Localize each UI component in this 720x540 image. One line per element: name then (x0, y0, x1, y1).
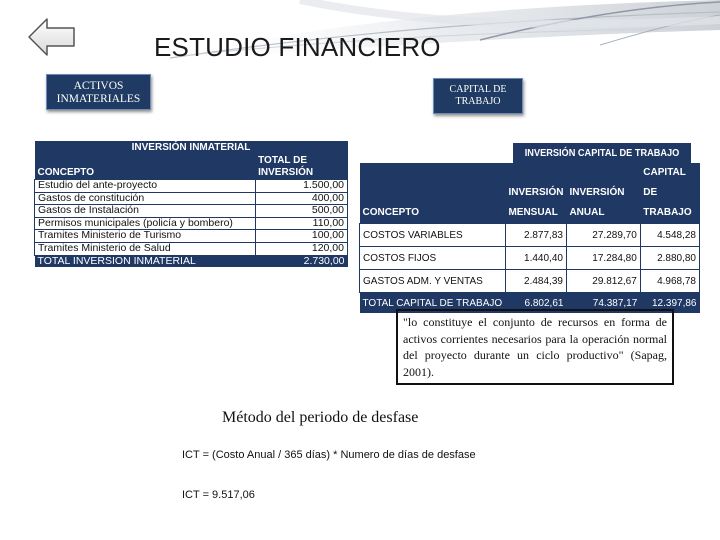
row-concepto: Tramites Ministerio de Salud (35, 242, 256, 255)
row-capital: 4.548,28 (640, 224, 699, 247)
capital-trabajo-table (359, 143, 700, 313)
activos-inmateriales-tag: ACTIVOS INMATERIALES (46, 74, 151, 110)
capital-de-trabajo-tag: CAPITAL DE TRABAJO (433, 78, 523, 114)
row-concepto: Tramites Ministerio de Turismo (35, 230, 256, 243)
table-title: INVERSIÓN CAPITAL DE TRABAJO (513, 143, 692, 163)
row-valor: 1.500,00 (255, 180, 347, 193)
row-anual: 17.284,80 (566, 247, 640, 270)
row-concepto: Gastos de constitución (35, 192, 256, 205)
row-concepto: Permisos municipales (policía y bombero) (35, 217, 256, 230)
total-mensual: 6.802,61 (505, 293, 566, 314)
row-concepto: Gastos de Instalación (35, 205, 256, 218)
column-header-anual: INVERSIÓN ANUAL (566, 163, 640, 224)
total-row (35, 255, 348, 267)
row-valor: 100,00 (255, 230, 347, 243)
ict-result: ICT = 9.517,06 (182, 489, 255, 501)
row-concepto: Estudio del ante-proyecto (35, 180, 256, 193)
table-title: INVERSIÓN INMATERIAL (35, 141, 348, 155)
column-header-capital: CAPITAL DE TRABAJO (640, 163, 699, 224)
column-header-total: TOTAL DE INVERSIÓN (255, 155, 347, 180)
total-label: TOTAL CAPITAL DE TRABAJO (360, 293, 506, 314)
row-mensual: 2.877,83 (505, 224, 566, 247)
column-header-concepto: CONCEPTO (35, 155, 256, 180)
row-capital: 4.968,78 (640, 270, 699, 293)
total-capital: 12.397,86 (640, 293, 699, 314)
row-valor: 400,00 (255, 192, 347, 205)
total-anual: 74.387,17 (566, 293, 640, 314)
row-concepto: COSTOS VARIABLES (360, 224, 506, 247)
definition-quote: "lo constituye el conjunto de recursos en forma de activos corrientes necesarios para la operación normal del proyecto durante un ciclo productivo" (Sapag, 2001). (396, 309, 674, 385)
row-concepto: COSTOS FIJOS (360, 247, 506, 270)
ict-formula: ICT = (Costo Anual / 365 días) * Numero de días de desfase (182, 449, 476, 461)
row-mensual: 2.484,39 (505, 270, 566, 293)
table-row (360, 270, 700, 293)
row-valor: 500,00 (255, 205, 347, 218)
method-heading: Método del periodo de desfase (222, 409, 419, 426)
row-valor: 110,00 (255, 217, 347, 230)
table-row (35, 180, 348, 193)
back-arrow-button[interactable] (27, 16, 77, 58)
table-row (360, 224, 700, 247)
column-header-concepto: CONCEPTO (360, 163, 506, 224)
table-row (35, 217, 348, 230)
inversion-inmaterial-table (34, 141, 348, 267)
row-anual: 29.812,67 (566, 270, 640, 293)
table-row (35, 192, 348, 205)
row-concepto: GASTOS ADM. Y VENTAS (360, 270, 506, 293)
row-capital: 2.880,80 (640, 247, 699, 270)
row-anual: 27.289,70 (566, 224, 640, 247)
total-label: TOTAL INVERSION INMATERIAL (35, 255, 256, 267)
column-header-mensual: INVERSIÓN MENSUAL (505, 163, 566, 224)
row-valor: 120,00 (255, 242, 347, 255)
table-row (35, 242, 348, 255)
total-value: 2.730,00 (255, 255, 347, 267)
table-row (35, 230, 348, 243)
table-row (35, 205, 348, 218)
table-row (360, 247, 700, 270)
row-mensual: 1.440,40 (505, 247, 566, 270)
page-title: ESTUDIO FINANCIERO (154, 32, 441, 62)
